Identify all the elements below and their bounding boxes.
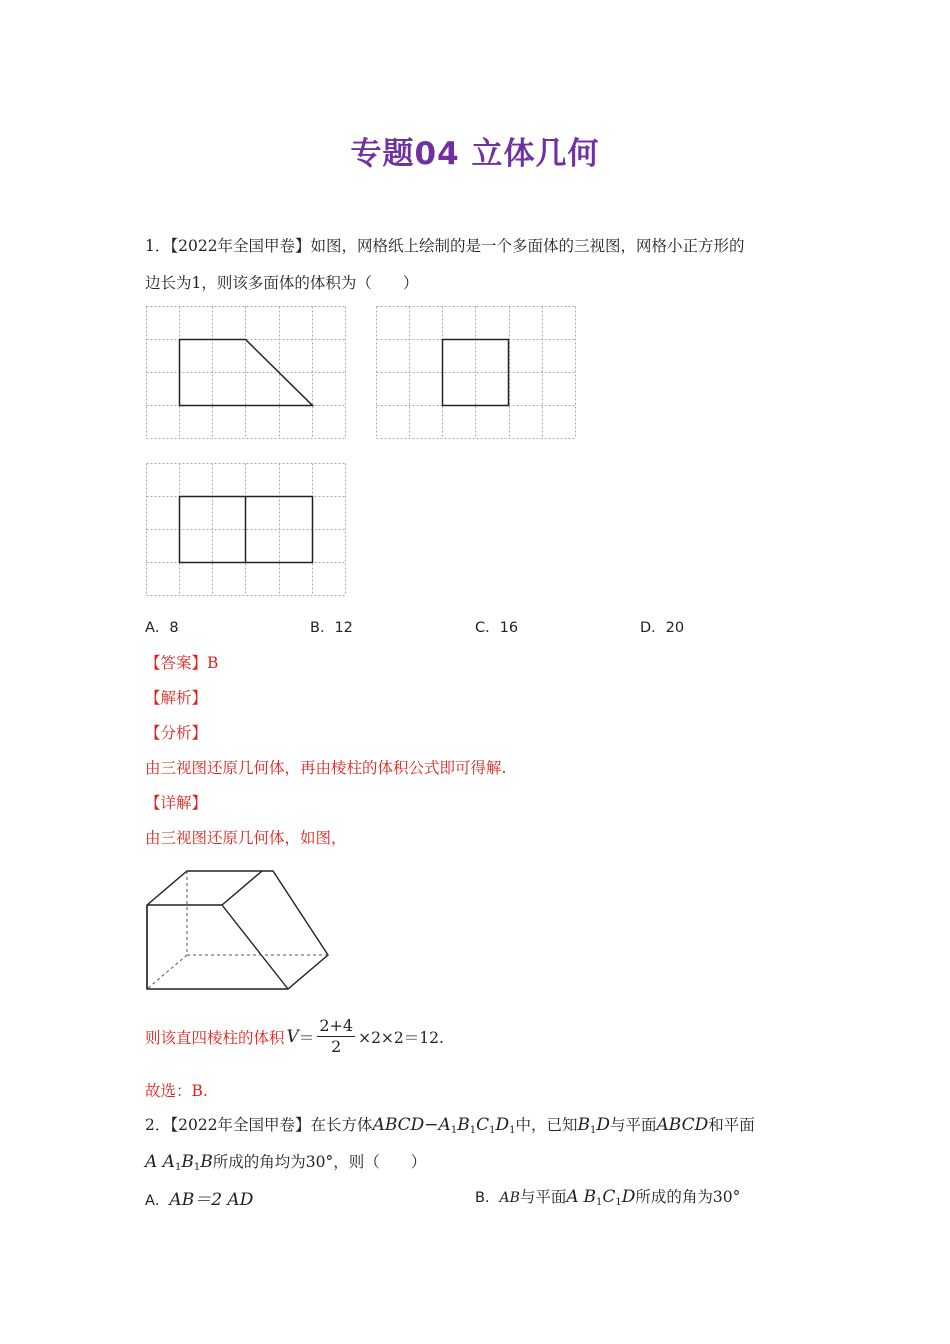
q1-option-b[interactable]: B．12: [310, 620, 353, 636]
q1-answer: 【答案】B: [145, 654, 219, 672]
q2-angle-text: 所成的角均为30°，则（ ）: [212, 1153, 427, 1171]
volume-eq: ＝: [298, 1028, 315, 1047]
sub-1: 1: [615, 1197, 622, 1208]
q2-d1: D: [495, 1115, 510, 1135]
volume-formula: [145, 1016, 444, 1057]
q2-plane2-c: B: [200, 1152, 213, 1172]
side-view-grid: [376, 306, 577, 440]
q1-fenxi-text: 由三视图还原几何体，再由棱柱的体积公式即可得解.: [145, 759, 507, 777]
q2-option-b-ab: AB: [499, 1190, 520, 1206]
fraction-numerator: 2+4: [319, 1016, 354, 1035]
q2-box: ABCD: [372, 1115, 425, 1135]
prism-3d-figure: [140, 864, 335, 994]
q1-fenxi-label: 【分析】: [145, 724, 208, 742]
page-title: 专题04 立体几何: [350, 136, 600, 172]
q2-b1: B: [457, 1115, 470, 1135]
q2-prefix: 2．【2022年全国甲卷】在长方体: [145, 1116, 373, 1134]
top-view-grid: [146, 463, 347, 597]
q1-conclusion: 故选：B.: [145, 1082, 208, 1100]
q2-d: D: [596, 1115, 611, 1135]
sub-1: 1: [590, 1125, 597, 1136]
q1-option-a[interactable]: A．8: [145, 620, 179, 636]
q2-mid: 中，已知: [515, 1116, 578, 1134]
q2-optb-b: B: [583, 1187, 596, 1207]
q2-a1: A: [438, 1115, 451, 1135]
q2-b1-2: B: [577, 1115, 590, 1135]
volume-var: V: [286, 1026, 299, 1047]
q1-jiexi-label: 【解析】: [145, 689, 208, 707]
q2-stem-line1: [145, 1113, 755, 1136]
sub-1: 1: [509, 1125, 516, 1136]
front-view-grid: [146, 306, 347, 440]
sub-1: 1: [450, 1125, 458, 1136]
q2-option-b-text2: 所成的角为30°: [635, 1188, 741, 1206]
volume-rest: ×2×2＝12.: [358, 1028, 444, 1047]
sub-1: 1: [469, 1125, 477, 1136]
q2-plane2-a: A A: [145, 1152, 175, 1172]
q2-option-b-text1: 与平面: [519, 1188, 567, 1206]
volume-fraction: [317, 1016, 355, 1057]
q2-plane1: ABCD: [656, 1115, 709, 1135]
q2-optb-a: A: [566, 1187, 579, 1207]
sub-1: 1: [595, 1197, 603, 1208]
q2-cond1: 与平面: [610, 1116, 657, 1134]
q2-stem-line2: [145, 1150, 426, 1173]
volume-prefix: 则该直四棱柱的体积: [145, 1028, 285, 1047]
q1-xiangjie-text: 由三视图还原几何体，如图，: [145, 829, 347, 847]
q2-option-b[interactable]: [475, 1185, 740, 1208]
q2-option-b-label: B．: [475, 1190, 500, 1206]
q2-plane2-b: B: [181, 1152, 194, 1172]
q2-option-a[interactable]: [145, 1185, 253, 1210]
sub-1: 1: [174, 1162, 182, 1173]
q2-minus: −: [424, 1115, 439, 1135]
q2-optb-d: D: [621, 1187, 636, 1207]
q1-stem-line1: 1．【2022年全国甲卷】如图，网格纸上绘制的是一个多面体的三视图，网格小正方形的: [145, 237, 745, 255]
q1-option-c[interactable]: C．16: [475, 620, 519, 636]
q2-option-a-math: AB＝2 AD: [169, 1190, 254, 1210]
q2-optb-c: C: [602, 1187, 616, 1207]
q2-option-a-label: A．: [145, 1193, 170, 1209]
sub-1: 1: [489, 1125, 496, 1136]
q2-and: 和平面: [708, 1116, 755, 1134]
q1-option-d[interactable]: D．20: [640, 620, 685, 636]
q1-stem-line2: 边长为1，则该多面体的体积为（ ）: [145, 274, 419, 292]
q1-xiangjie-label: 【详解】: [145, 794, 208, 812]
q2-c1: C: [476, 1115, 490, 1135]
fraction-denominator: 2: [331, 1037, 342, 1056]
sub-1: 1: [193, 1162, 201, 1173]
